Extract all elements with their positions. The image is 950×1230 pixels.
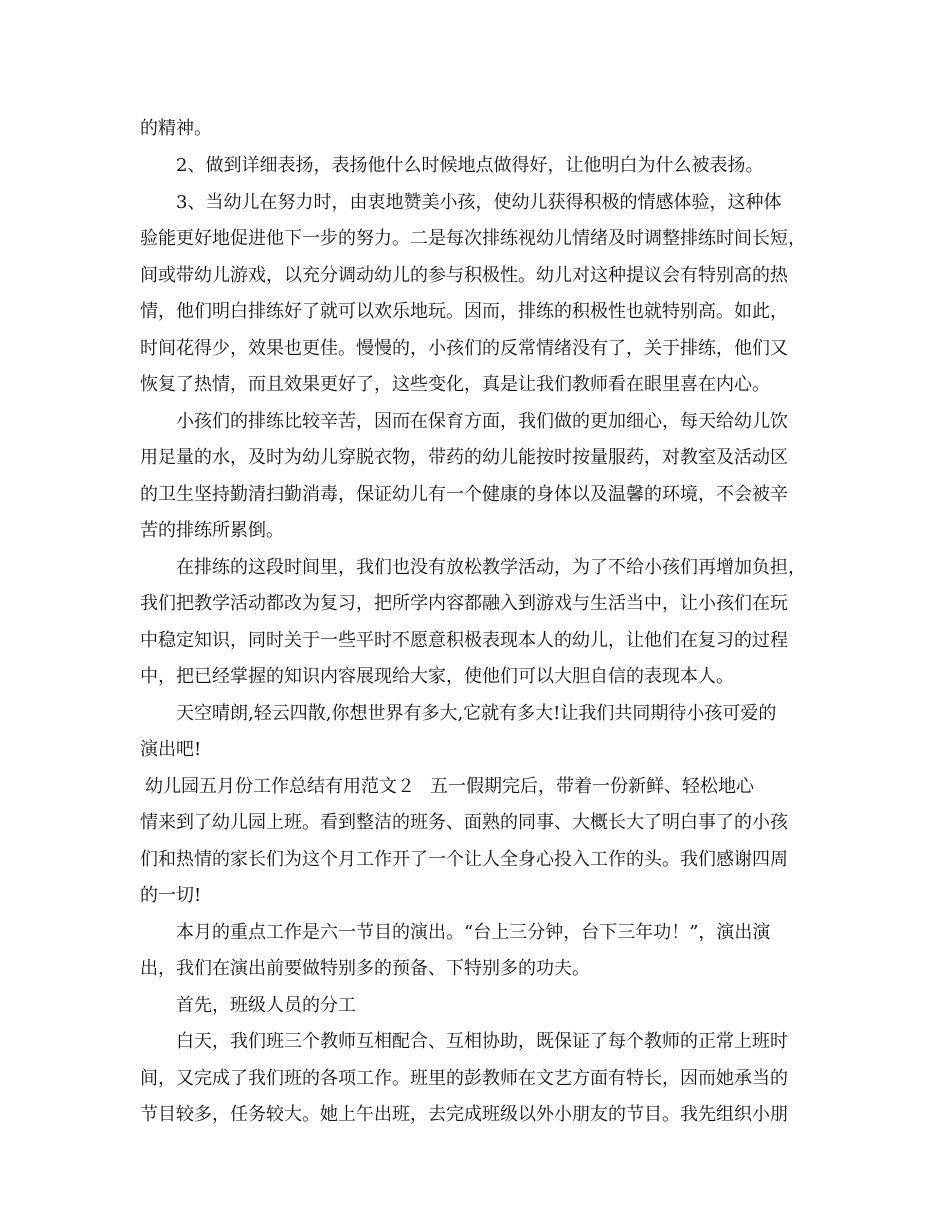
paragraph-line: 2、做到详细表扬，表扬他什么时候地点做得好，让他明白为什么被表扬。 — [176, 155, 764, 176]
paragraph-line: 在排练的这段时间里，我们也没有放松教学活动，为了不给小孩们再增加负担， — [176, 557, 806, 578]
paragraph-line: 时间花得少，效果也更佳。慢慢的，小孩们的反常情绪没有了，关于排练，他们又 — [140, 338, 788, 359]
paragraph-line: 我们把教学活动都改为复习，把所学内容都融入到游戏与生活当中，让小孩们在玩 — [140, 593, 788, 614]
paragraph-line: 情，他们明白排练好了就可以欢乐地玩。因而，排练的积极性也就特别高。如此， — [140, 301, 788, 322]
paragraph-line: 天空晴朗,轻云四散,你想世界有多大,它就有多大!让我们共同期待小孩可爱的 — [176, 703, 777, 724]
paragraph-line: 出，我们在演出前要做特别多的预备、下特别多的功夫。 — [140, 958, 590, 979]
paragraph-line: 情来到了幼儿园上班。看到整洁的班务、面熟的同事、大概长大了明白事了的小孩 — [140, 812, 788, 833]
paragraph-line: 间或带幼儿游戏，以充分调动幼儿的参与积极性。幼儿对这种提议会有特别高的热 — [140, 265, 788, 286]
paragraph-line: 苦的排练所累倒。 — [140, 520, 284, 541]
paragraph-line: 间，又完成了我们班的各项工作。班里的彭教师在文艺方面有特长，因而她承当的 — [140, 1068, 788, 1089]
paragraph-line: 小孩们的排练比较辛苦，因而在保育方面，我们做的更加细心，每天给幼儿饮 — [176, 411, 788, 432]
paragraph-line: 恢复了热情，而且效果更好了，这些变化，真是让我们教师看在眼里喜在内心。 — [140, 374, 770, 395]
paragraph-line: 五一假期完后，带着一份新鲜、轻松地心 — [430, 776, 754, 797]
paragraph-line: 本月的重点工作是六一节目的演出。“台上三分钟，台下三年功！”，演出演 — [176, 922, 771, 943]
paragraph-line: 们和热情的家长们为这个月工作开了一个让人全身心投入工作的头。我们感谢四周 — [140, 849, 788, 870]
paragraph-line: 中，把已经掌握的知识内容展现给大家，使他们可以大胆自信的表现本人。 — [140, 666, 734, 687]
paragraph-line: 的一切! — [140, 885, 202, 906]
paragraph-line: 演出吧! — [140, 739, 202, 760]
paragraph-line: 用足量的水，及时为幼儿穿脱衣物，带药的幼儿能按时按量服药，对教室及活动区 — [140, 447, 788, 468]
section-title: 幼儿园五月份工作总结有用范文２ — [145, 776, 415, 797]
paragraph-line: 的精神。 — [140, 118, 212, 139]
paragraph-line: 中稳定知识，同时关于一些平时不愿意积极表现本人的幼儿，让他们在复习的过程 — [140, 630, 788, 651]
paragraph-line: 3、当幼儿在努力时，由衷地赞美小孩，使幼儿获得积极的情感体验，这种体 — [176, 192, 782, 213]
paragraph-line: 首先，班级人员的分工 — [176, 995, 356, 1016]
paragraph-line: 节目较多，任务较大。她上午出班，去完成班级以外小朋友的节目。我先组织小朋 — [140, 1104, 788, 1125]
paragraph-line: 的卫生坚持勤清扫勤消毒，保证幼儿有一个健康的身体以及温馨的环境，不会被辛 — [140, 484, 788, 505]
paragraph-line: 白天，我们班三个教师互相配合、互相协助，既保证了每个教师的正常上班时 — [176, 1031, 788, 1052]
paragraph-line: 验能更好地促进他下一步的努力。二是每次排练视幼儿情绪及时调整排练时间长短， — [140, 228, 806, 249]
